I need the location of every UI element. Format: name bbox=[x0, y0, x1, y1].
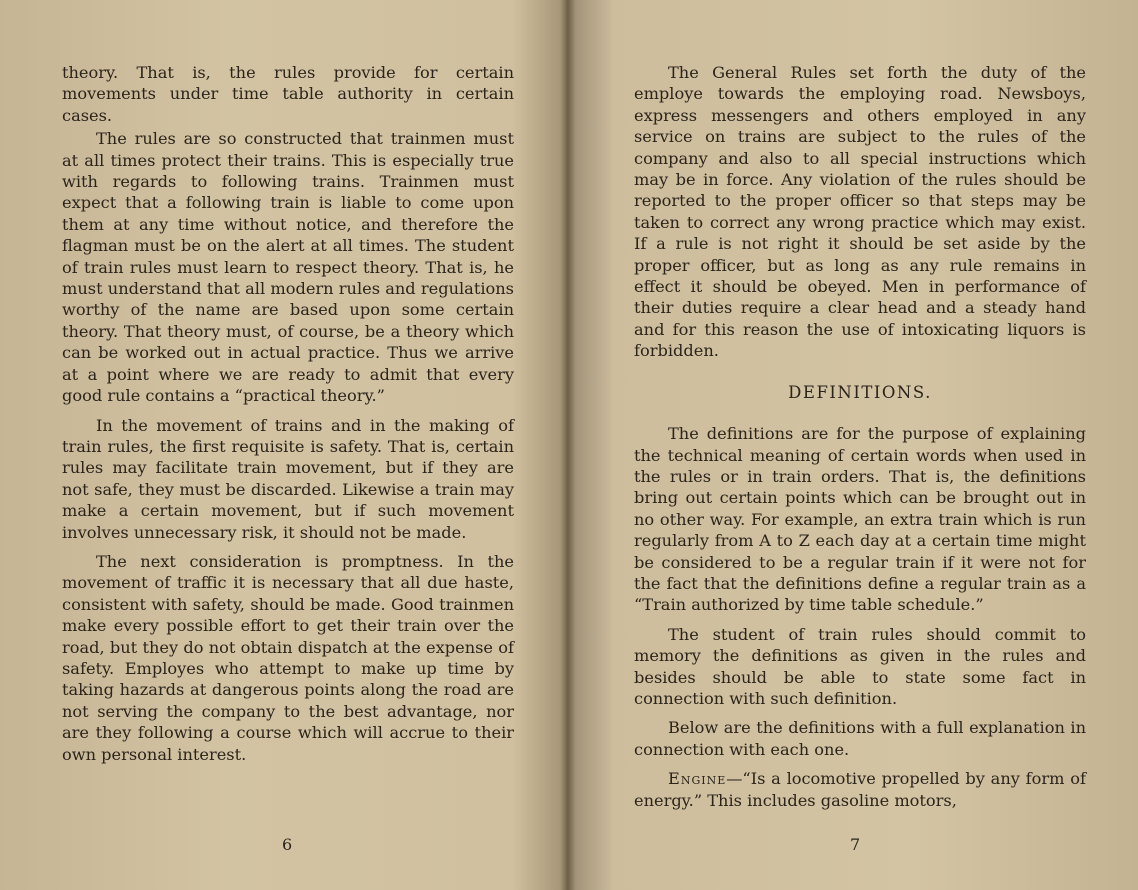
right-paragraph-3: The student of train rules should commit to memory the definitions as given in the rules and besides should be able to state some fact in connection with such definition. bbox=[634, 624, 1086, 708]
engine-text: —“Is a locomotive propelled by any form of energy.” This includes gasoline motors, bbox=[634, 769, 1086, 810]
left-paragraph-4: The next consideration is promptness. In the movement of traffic it is necessary that all due haste, consistent with safety, should be made. Good trainmen make every possible effort to get their train over the road, but they do not obtain dispatch at the expense of safety. Employes who attempt to make up time by taking hazards at dangerous points along the road are not serving the company to the best advantage, nor are they following a course which will accrue to their own personal interest. bbox=[62, 551, 514, 764]
left-paragraph-3: In the movement of trains and in the making of train rules, the first requisite is safety. That is, certain rules may facilitate train movement, but if they are not safe, they must be discarded. Likewise a train may make a certain movement, but if such movement involves unnecessary risk, it should not be made. bbox=[62, 415, 514, 542]
left-page bbox=[62, 62, 514, 765]
left-paragraph-2: The rules are so constructed that trainmen must at all times protect their trains. This is especially true with regards to following trains. Trainmen must expect that a following train is liable to come upon them at any time without notice, and therefore the flagman must be on the alert at all times. The student of train rules must learn to respect theory. That is, he must understand that all modern rules and regulations worthy of the name are based upon some certain theory. That theory must, of course, be a theory which can be worked out in actual practice. Thus we arrive at a point where we are ready to admit that every good rule contains a “practical theory.” bbox=[62, 129, 514, 406]
right-page-number: 7 bbox=[850, 835, 861, 854]
left-paragraph-1: theory. That is, the rules provide for certain movements under time table authority in certain cases. bbox=[62, 63, 514, 125]
right-paragraph-4: Below are the definitions with a full explanation in connection with each one. bbox=[634, 718, 1086, 759]
engine-term: Engine bbox=[668, 769, 727, 789]
right-paragraph-1: The General Rules set forth the duty of the employe towards the employing road. Newsboys, express messengers and others employed in any service on trains are subject to the rules of the company and also to all special instructions which may be in force. Any violation of the rules should be reported to the proper officer so that steps may be taken to correct any wrong practice which may exist. If a rule is not right it should be set aside by the proper officer, but as long as any rule remains in effect it should be obeyed. Men in performance of their duties require a clear head and a steady hand and for this reason the use of intoxicating liquors is forbidden. bbox=[634, 63, 1086, 361]
definitions-heading: DEFINITIONS. bbox=[788, 382, 932, 402]
left-page-number: 6 bbox=[282, 835, 293, 854]
right-page bbox=[634, 62, 1086, 811]
right-paragraph-2: The definitions are for the purpose of explaining the technical meaning of certain words when used in the rules or in train orders. That is, the definitions bring out certain points which can be brought out in no other way. For example, an extra train which is run regularly from A to Z each day at a certain time might be considered to be a regular train if it were not for the fact that the definitions define a regular train as a “Train authorized by time table schedule.” bbox=[634, 424, 1086, 615]
engine-definition bbox=[634, 768, 1086, 811]
